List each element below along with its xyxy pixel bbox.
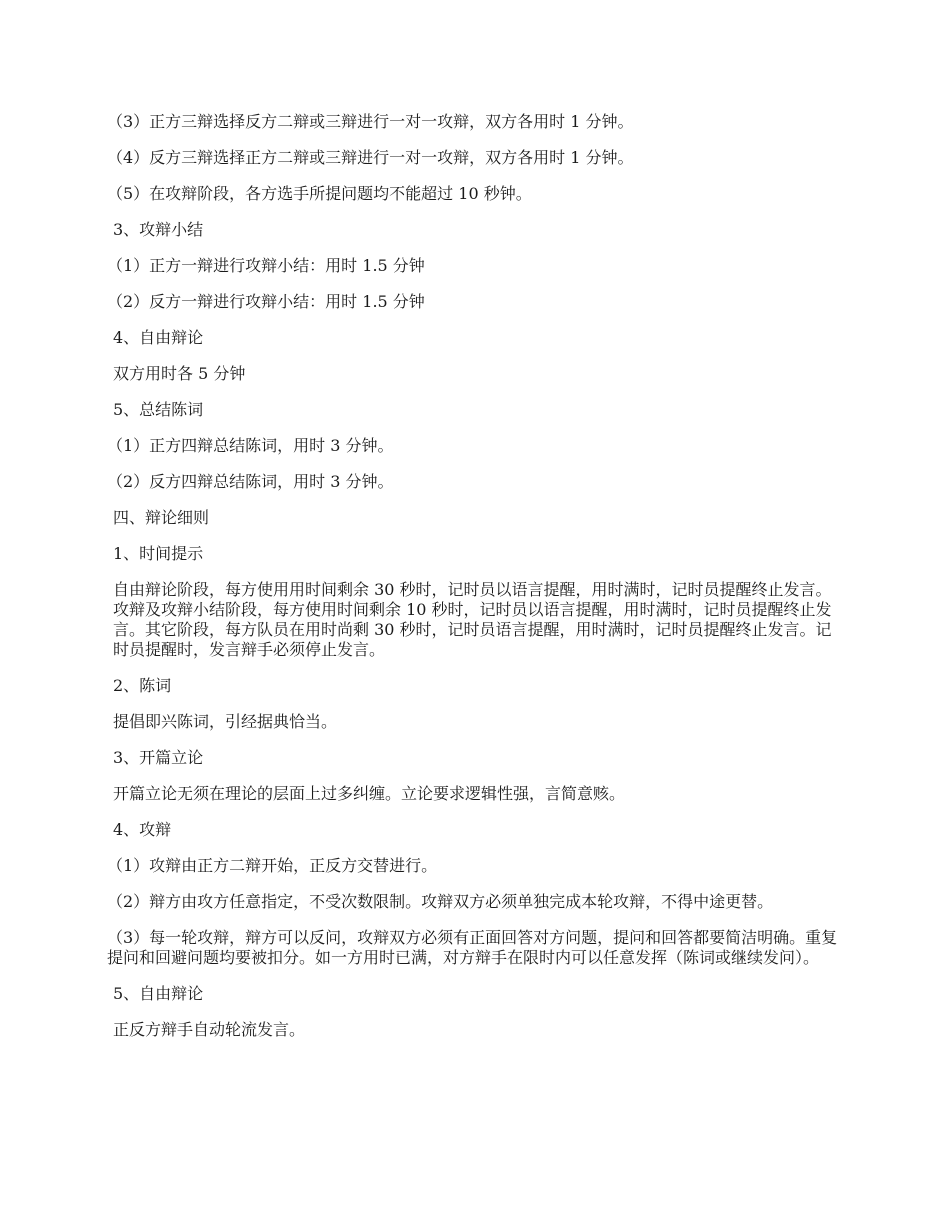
heading-time-reminder: 1、时间提示	[113, 544, 204, 563]
paragraph-attack-5: （5）在攻辩阶段，各方选手所提问题均不能超过 10 秒钟。	[107, 184, 532, 203]
heading-debate-rules: 四、辩论细则	[113, 508, 210, 527]
paragraph-free-debate-time: 双方用时各 5 分钟	[113, 364, 246, 383]
paragraph-cross-exam-3: （3）每一轮攻辩，辩方可以反问，攻辩双方必须有正面回答对方问题，提问和回答都要简洁明确。重复提问和回避问题均要被扣分。如一方用时已满，对方辩手在限时内可以任意发挥（陈词或继续发问）。	[107, 928, 838, 967]
document-page	[107, 112, 840, 1056]
paragraph-summary-1: （1）正方一辩进行攻辩小结：用时 1.5 分钟	[107, 256, 425, 275]
paragraph-time-reminder: 自由辩论阶段，每方使用用时间剩余 30 秒时，记时员以语言提醒，用时满时，记时员提醒终止发言。攻辩及攻辩小结阶段，每方使用时间剩余 10 秒时，记时员以语言提醒，用时满时，记时员提醒终止发言。其它阶段，每方队员在用时尚剩 30 秒时，记时员语言提醒，用时满时，记时员提醒终止发言。记时员提醒时，发言辩手必须停止发言。	[113, 580, 832, 659]
heading-free-debate-rules: 5、自由辩论	[113, 984, 204, 1003]
paragraph-statement: 提倡即兴陈词，引经据典恰当。	[113, 712, 338, 731]
paragraph-cross-exam-1: （1）攻辩由正方二辩开始，正反方交替进行。	[107, 856, 438, 875]
paragraph-summary-2: （2）反方一辩进行攻辩小结：用时 1.5 分钟	[107, 292, 425, 311]
paragraph-cross-exam-2: （2）辩方由攻方任意指定，不受次数限制。攻辩双方必须单独完成本轮攻辩，不得中途更替。	[107, 892, 774, 911]
heading-closing-statement: 5、总结陈词	[113, 400, 204, 419]
paragraph-closing-1: （1）正方四辩总结陈词，用时 3 分钟。	[107, 436, 394, 455]
paragraph-attack-4: （4）反方三辩选择正方二辩或三辩进行一对一攻辩，双方各用时 1 分钟。	[107, 148, 634, 167]
heading-cross-exam: 4、攻辩	[113, 820, 172, 839]
heading-free-debate: 4、自由辩论	[113, 328, 204, 347]
paragraph-free-debate-rules: 正反方辩手自动轮流发言。	[113, 1020, 306, 1039]
paragraph-opening-argument: 开篇立论无须在理论的层面上过多纠缠。立论要求逻辑性强，言简意赅。	[113, 784, 626, 803]
heading-attack-summary: 3、攻辩小结	[113, 220, 204, 239]
paragraph-closing-2: （2）反方四辩总结陈词，用时 3 分钟。	[107, 472, 394, 491]
heading-statement: 2、陈词	[113, 676, 172, 695]
paragraph-attack-3: （3）正方三辩选择反方二辩或三辩进行一对一攻辩，双方各用时 1 分钟。	[107, 112, 634, 131]
heading-opening-argument: 3、开篇立论	[113, 748, 204, 767]
